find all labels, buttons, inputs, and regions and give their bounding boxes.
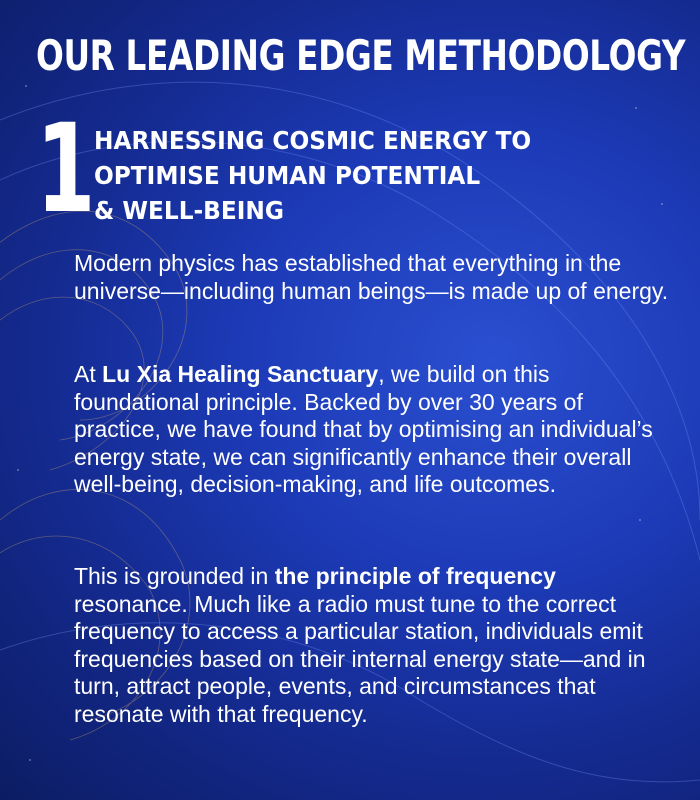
section-heading <box>94 123 615 228</box>
paragraph-text: resonance. Much like a radio must tune to the correct frequency to access a particular station, individuals emit frequencies based on their internal energy state—and in turn, attract people, events, and circumstances that resonate with that frequency. <box>74 590 646 727</box>
paragraph-text: At <box>74 361 103 387</box>
paragraph-frequency <box>74 563 674 728</box>
section-number: 1 <box>36 98 96 240</box>
page-title: OUR LEADING EDGE METHODOLOGY <box>36 31 686 80</box>
section-heading-line: OPTIMISE HUMAN POTENTIAL <box>94 161 481 190</box>
sanctuary-name: Lu Xia Healing Sanctuary <box>102 361 379 387</box>
paragraph-text: , we build on this foundational principle. Backed by over 30 years of practice, we have found that by optimising an individual’s energy state, we can significantly enhance their overall well-being, decision-making, and life outcomes. <box>74 361 653 497</box>
frequency-principle: the principle of frequency <box>274 563 556 589</box>
section-heading-line: & WELL-BEING <box>94 196 284 225</box>
paragraph-sanctuary <box>74 361 674 499</box>
paragraph-text: This is grounded in <box>74 563 275 589</box>
section-heading-line: HARNESSING COSMIC ENERGY TO <box>94 126 532 155</box>
paragraph-energy: Modern physics has established that everything in the universe—including human beings—is made up of energy. <box>74 250 669 304</box>
